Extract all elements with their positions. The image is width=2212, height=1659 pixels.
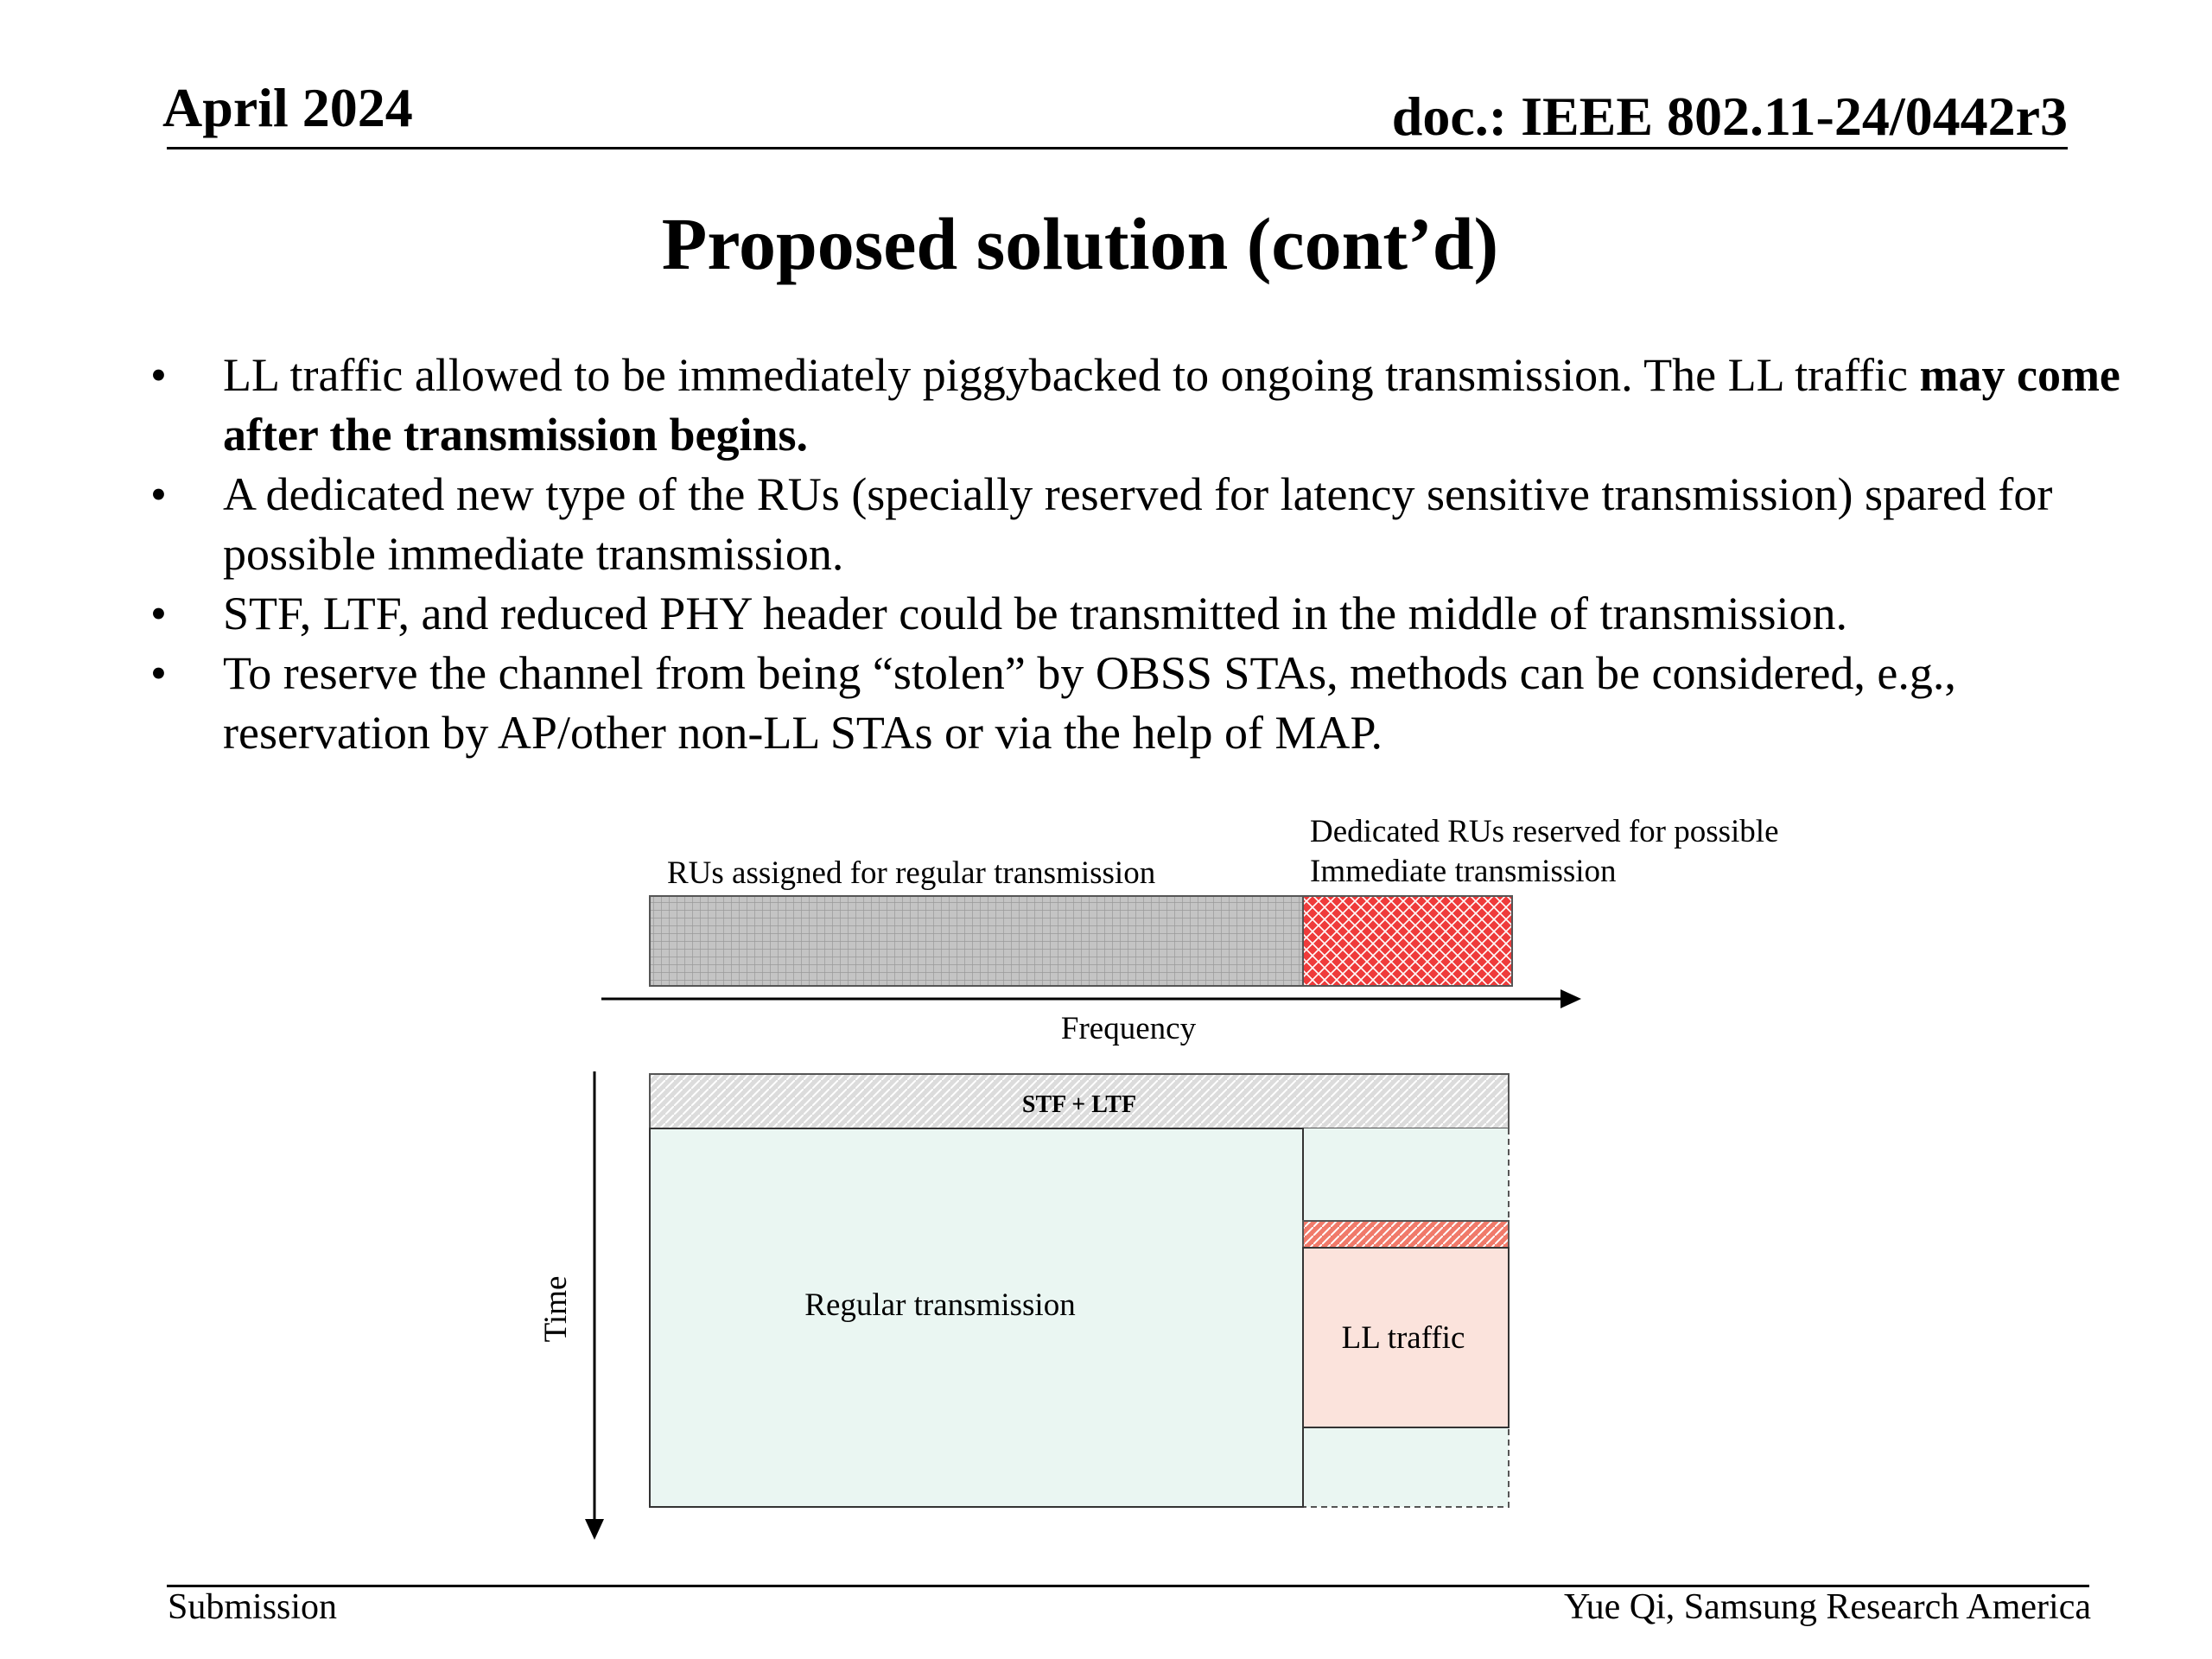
- footer-author: Yue Qi, Samsung Research America: [1563, 1587, 2091, 1627]
- regular-ru-block: [650, 896, 1303, 986]
- bullet-dot: •: [150, 349, 167, 401]
- stf-ltf-label: STF + LTF: [1021, 1091, 1137, 1118]
- dedicated-ru-label-line2: Immediate transmission: [1310, 854, 1617, 889]
- bullet-text: To reserve the channel from being “stolen” by OBSS STAs, methods can be considered, e.g., reservation by AP/other non-LL STAs or via the help of MAP.: [223, 647, 1956, 759]
- bullet-text: A dedicated new type of the RUs (specially reserved for latency sensitive transmission) spared for possible immediate transmission.: [223, 468, 2053, 580]
- time-arrowhead: [585, 1519, 604, 1540]
- ll-traffic-label: LL traffic: [1341, 1320, 1465, 1356]
- header-doc-id: doc.: IEEE 802.11-24/0442r3: [1391, 86, 2068, 147]
- regular-ru-label: RUs assigned for regular transmission: [667, 855, 1156, 891]
- dedicated-ru-block: [1303, 896, 1512, 986]
- frequency-arrowhead: [1560, 989, 1581, 1008]
- slide-title: Proposed solution (cont’d): [661, 202, 1499, 285]
- time-label: Time: [538, 1275, 574, 1343]
- dedicated-ru-label-line1: Dedicated RUs reserved for possible: [1310, 814, 1779, 849]
- bullet-dot: •: [150, 647, 167, 699]
- frequency-label: Frequency: [1060, 1011, 1197, 1046]
- bullet-bold-text: may come after the transmission begins.: [223, 349, 2120, 461]
- regular-transmission-label: Regular transmission: [804, 1287, 1076, 1323]
- footer-submission: Submission: [168, 1587, 338, 1627]
- bullet-text: STF, LTF, and reduced PHY header could be transmitted in the middle of transmission.: [223, 588, 1848, 639]
- header-date: April 2024: [162, 77, 413, 138]
- bullet-dot: •: [150, 588, 167, 639]
- ll-preamble-band: [1303, 1221, 1509, 1248]
- bullet-text: LL traffic allowed to be immediately piggybacked to ongoing transmission. The LL traffic: [223, 349, 1920, 401]
- bullet-dot: •: [150, 468, 167, 520]
